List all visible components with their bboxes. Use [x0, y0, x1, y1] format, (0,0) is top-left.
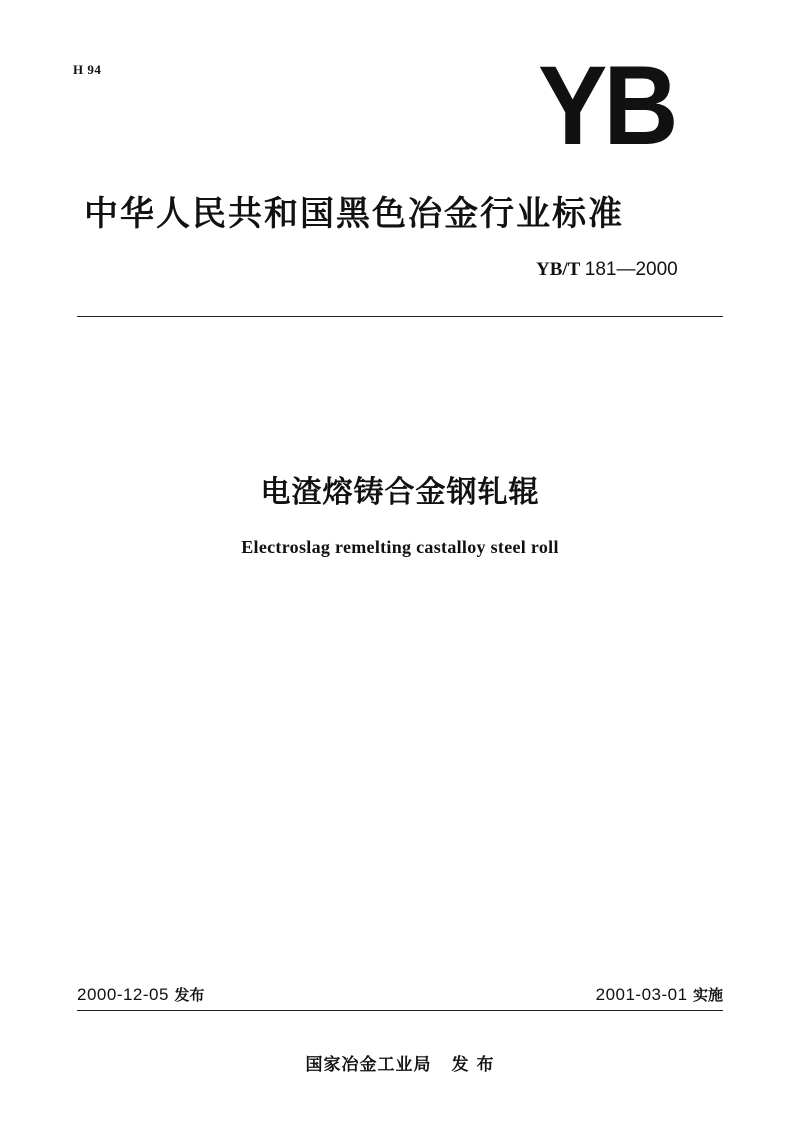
implement-date-block: [596, 984, 723, 1005]
issue-date: 2000-12-05: [77, 985, 169, 1004]
standard-number: [536, 259, 678, 281]
implement-date: 2001-03-01: [595, 985, 688, 1004]
implement-label: 实施: [692, 986, 723, 1004]
yb-logo: YB: [538, 43, 675, 169]
issuer-name: 国家冶金工业局: [305, 1055, 432, 1075]
classification-code: H 94: [73, 62, 102, 77]
document-title-chinese: 电渣熔铸合金钢轧辊: [260, 475, 540, 510]
footer-divider: [77, 1010, 723, 1011]
issue-label: 发布: [174, 986, 205, 1004]
issuer-action: 发 布: [451, 1055, 495, 1075]
issuing-authority: [0, 1050, 800, 1075]
issue-date-block: [77, 984, 204, 1005]
header-divider: [77, 316, 723, 317]
standard-prefix: YB/T: [536, 259, 581, 280]
standard-number-value: 181—2000: [584, 259, 678, 280]
document-title-english: Electroslag remelting castalloy steel roll: [241, 537, 559, 557]
industry-standard-heading: 中华人民共和国黑色冶金行业标准: [84, 194, 624, 234]
